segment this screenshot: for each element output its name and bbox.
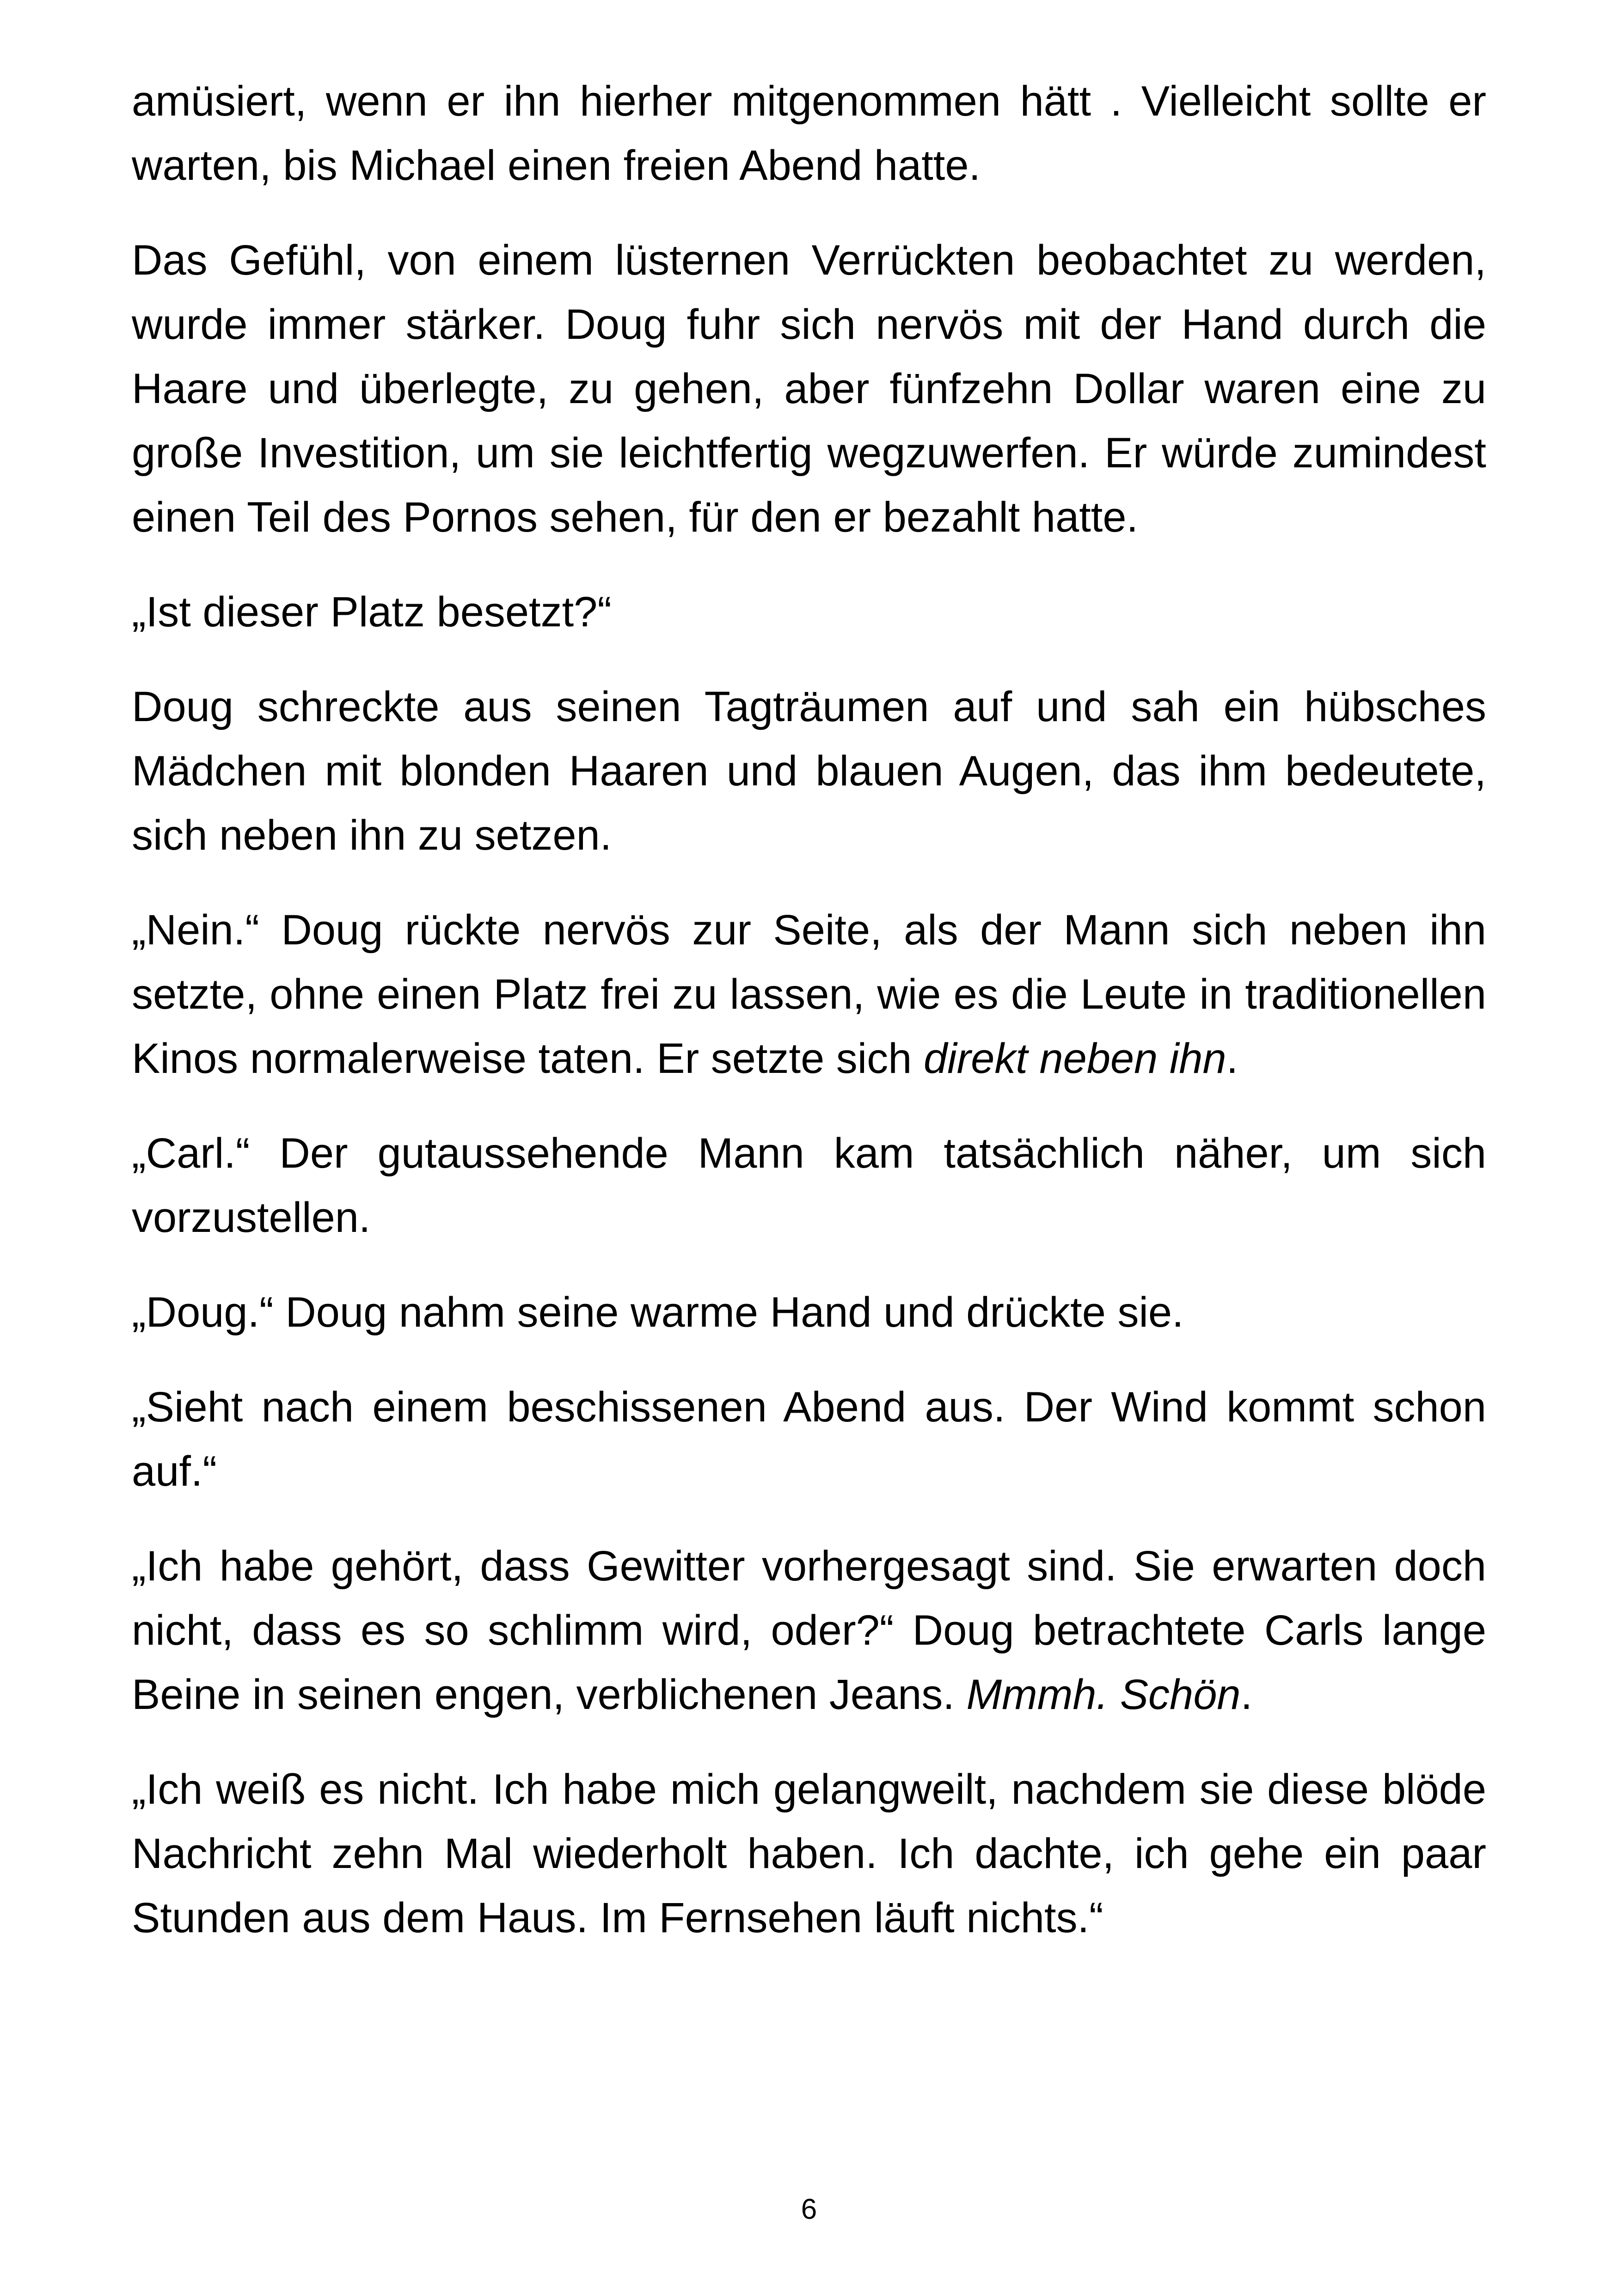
paragraph-7 [132, 1280, 1486, 1345]
paragraph-text: „Ich habe gehört, dass Gewitter vorhergesagt sind. Sie erwarten doch nicht, dass es so schlimm wird, oder?“ Doug betrachtete Carls lange Beine in seinen engen, verblichenen Jeans. [132, 1543, 1486, 1718]
paragraph-3 [132, 580, 1486, 644]
paragraph-8 [132, 1375, 1486, 1504]
paragraph-text: „Doug.“ Doug nahm seine warme Hand und drückte sie. [132, 1289, 1184, 1336]
paragraph-text: . [1226, 1035, 1238, 1082]
paragraph-10 [132, 1757, 1486, 1950]
document-page [132, 69, 1486, 1981]
paragraph-6 [132, 1121, 1486, 1250]
paragraph-text: „Carl.“ Der gutaussehende Mann kam tatsächlich näher, um sich vorzustellen. [132, 1130, 1486, 1241]
paragraph-text: . [1240, 1671, 1253, 1718]
italic-emphasis: Mmmh. Schön [966, 1671, 1241, 1718]
paragraph-4 [132, 675, 1486, 868]
paragraph-2 [132, 228, 1486, 550]
paragraph-text: Das Gefühl, von einem lüsternen Verrückten beobachtet zu werden, wurde immer stärker. Doug fuhr sich nervös mit der Hand durch die Haare und überlegte, zu gehen, aber fünfzehn Dollar waren eine zu große Investition, um sie leichtfertig wegzuwerfen. Er würde zumindest einen Teil des Pornos sehen, für den er bezahlt hatte. [132, 237, 1486, 541]
italic-emphasis: direkt neben ihn [923, 1035, 1226, 1082]
paragraph-text: „Ist dieser Platz besetzt?“ [132, 588, 612, 636]
paragraph-text: amüsiert, wenn er ihn hierher mitgenommen hätt . Vielleicht sollte er warten, bis Michael einen freien Abend hatte. [132, 78, 1486, 189]
paragraph-5 [132, 898, 1486, 1091]
paragraph-text: „Sieht nach einem beschissenen Abend aus. Der Wind kommt schon auf.“ [132, 1384, 1486, 1495]
paragraph-9 [132, 1534, 1486, 1727]
paragraph-text: „Nein.“ Doug rückte nervös zur Seite, als der Mann sich neben ihn setzte, ohne einen Platz frei zu lassen, wie es die Leute in traditionellen Kinos normalerweise taten. Er setzte sich [132, 906, 1486, 1082]
paragraph-text: Doug schreckte aus seinen Tagträumen auf und sah ein hübsches Mädchen mit blonden Haaren und blauen Augen, das ihm bedeutete, sich neben ihn zu setzen. [132, 683, 1486, 859]
paragraph-1 [132, 69, 1486, 198]
page-number: 6 [801, 2193, 817, 2225]
paragraph-text: „Ich weiß es nicht. Ich habe mich gelangweilt, nachdem sie diese blöde Nachricht zehn Mal wiederholt haben. Ich dachte, ich gehe ein paar Stunden aus dem Haus. Im Fernsehen läuft nichts.“ [132, 1766, 1486, 1941]
